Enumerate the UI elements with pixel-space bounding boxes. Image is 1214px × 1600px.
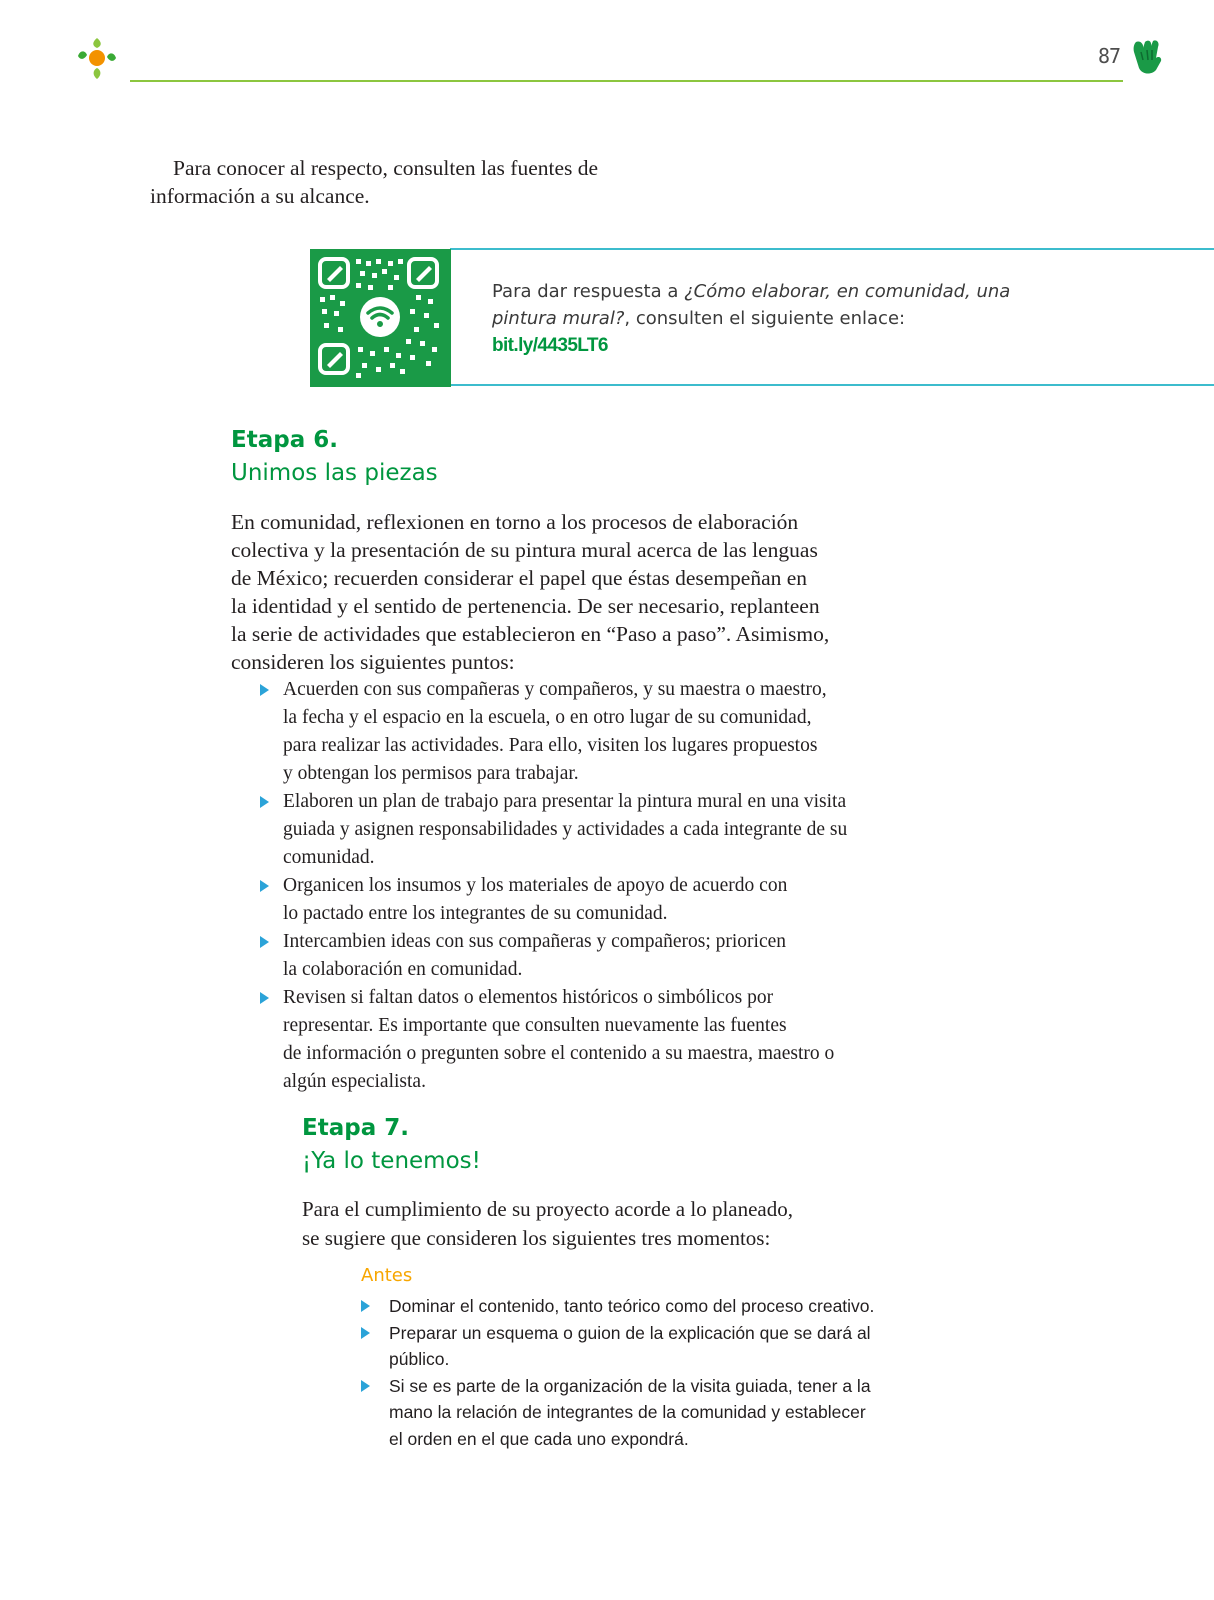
list-item-line: la fecha y el espacio en la escuela, o en otro lugar de su comunidad, xyxy=(283,707,812,728)
intro-line: Para conocer al respecto, consulten las fuentes de xyxy=(173,156,599,180)
list-item xyxy=(361,1320,921,1373)
list-item-line: Si se es parte de la organización de la visita guiada, tener a la xyxy=(389,1375,871,1396)
etapa6-subtitle: Unimos las piezas xyxy=(231,460,438,486)
list-item-line: la colaboración en comunidad. xyxy=(283,959,523,980)
list-item-line: mano la relación de integrantes de la comunidad y establecer xyxy=(389,1402,866,1422)
list-item-line: representar. Es importante que consulten nuevamente las fuentes xyxy=(283,1015,787,1036)
antes-heading: Antes xyxy=(361,1265,413,1286)
list-item-line: comunidad. xyxy=(283,847,375,868)
intro-line: información a su alcance. xyxy=(150,184,370,208)
qr-text-plain: , consulten el siguiente enlace: xyxy=(624,308,906,329)
etapa7-title: Etapa 7. xyxy=(302,1115,409,1141)
triangle-bullet-icon xyxy=(260,880,269,892)
list-item-line: lo pactado entre los integrantes de su comunidad. xyxy=(283,903,668,924)
etapa6-title: Etapa 6. xyxy=(231,427,338,453)
list-item-line: Preparar un esquema o guion de la explicación que se dará al xyxy=(389,1322,871,1343)
triangle-bullet-icon xyxy=(361,1327,370,1339)
hand-icon xyxy=(1130,38,1164,76)
list-item xyxy=(258,676,918,788)
list-item-line: el orden en el que cada uno expondrá. xyxy=(389,1428,689,1449)
paragraph-line: la identidad y el sentido de pertenencia. De ser necesario, replanteen xyxy=(231,594,820,618)
list-item xyxy=(361,1373,921,1453)
etapa7-paragraph xyxy=(302,1195,902,1253)
triangle-bullet-icon xyxy=(260,936,269,948)
qr-code-icon[interactable] xyxy=(310,249,451,387)
list-item xyxy=(361,1293,921,1320)
triangle-bullet-icon xyxy=(361,1300,370,1312)
list-item xyxy=(258,788,918,872)
triangle-bullet-icon xyxy=(260,796,269,808)
list-item xyxy=(258,872,918,928)
paragraph-line: de México; recuerden considerar el papel que éstas desempeñan en xyxy=(231,566,808,590)
list-item-line: Elaboren un plan de trabajo para presentar la pintura mural en una visita xyxy=(283,791,847,812)
list-item-line: algún especialista. xyxy=(283,1071,426,1092)
flower-logo-icon xyxy=(72,34,122,84)
header-rule xyxy=(130,80,1123,82)
list-item-line: de información o pregunten sobre el contenido a su maestra, maestro o xyxy=(283,1043,835,1064)
list-item-line: Intercambien ideas con sus compañeras y compañeros; prioricen xyxy=(283,931,787,952)
list-item-line: Revisen si faltan datos o elementos históricos o simbólicos por xyxy=(283,987,774,1008)
list-item-line: para realizar las actividades. Para ello, visiten los lugares propuestos xyxy=(283,735,818,756)
list-item-line: Acuerden con sus compañeras y compañeros, y su maestra o maestro, xyxy=(283,679,827,700)
qr-box-top-border xyxy=(450,248,1214,250)
etapa6-bullet-list xyxy=(258,676,918,1096)
paragraph-line: En comunidad, reflexionen en torno a los procesos de elaboración xyxy=(231,510,799,534)
qr-instructions xyxy=(492,278,1052,359)
triangle-bullet-icon xyxy=(361,1380,370,1392)
paragraph-line: la serie de actividades que establecieron en “Paso a paso”. Asimismo, xyxy=(231,622,830,646)
page-number: 87 xyxy=(1098,44,1121,68)
triangle-bullet-icon xyxy=(260,992,269,1004)
qr-link[interactable]: bit.ly/4435LT6 xyxy=(492,335,608,356)
list-item-line: y obtengan los permisos para trabajar. xyxy=(283,763,579,784)
etapa6-paragraph xyxy=(231,508,891,676)
list-item-line: guiada y asignen responsabilidades y actividades a cada integrante de su xyxy=(283,819,848,840)
list-item-line: Organicen los insumos y los materiales de apoyo de acuerdo con xyxy=(283,875,788,896)
antes-bullet-list xyxy=(361,1293,921,1452)
qr-text-plain: Para dar respuesta a xyxy=(492,281,685,302)
intro-paragraph xyxy=(150,154,670,210)
list-item xyxy=(258,984,918,1096)
paragraph-line: Para el cumplimiento de su proyecto acorde a lo planeado, xyxy=(302,1197,793,1221)
list-item-line: Dominar el contenido, tanto teórico como del proceso creativo. xyxy=(389,1296,875,1316)
qr-box-bottom-border xyxy=(450,384,1214,386)
qr-text-question: ¿Cómo elaborar, en comunidad, una pintura mural? xyxy=(492,281,1011,329)
etapa7-subtitle: ¡Ya lo tenemos! xyxy=(302,1148,481,1174)
triangle-bullet-icon xyxy=(260,684,269,696)
paragraph-line: colectiva y la presentación de su pintura mural acerca de las lenguas xyxy=(231,538,818,562)
paragraph-line: consideren los siguientes puntos: xyxy=(231,650,515,674)
list-item xyxy=(258,928,918,984)
list-item-line: público. xyxy=(389,1349,450,1369)
paragraph-line: se sugiere que consideren los siguientes tres momentos: xyxy=(302,1226,771,1250)
